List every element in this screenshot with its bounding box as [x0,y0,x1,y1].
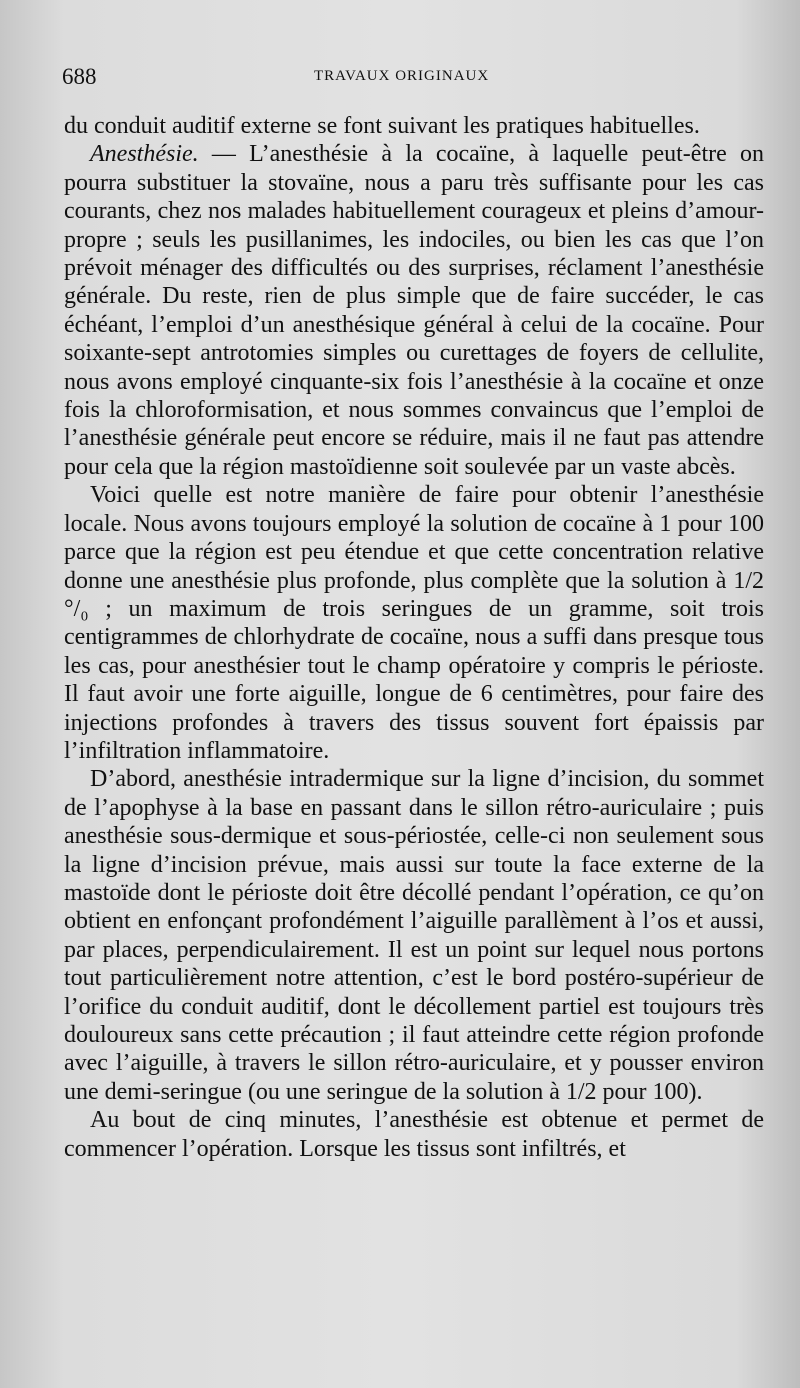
running-head [62,64,762,94]
paragraph-5: Au bout de cinq minutes, l’anesthésie est obtenue et permet de commencer l’opération. Lorsque les tissus sont infiltrés, et [64,1107,764,1162]
paragraph-4: D’abord, anesthésie intradermique sur la ligne d’incision, du sommet de l’apophyse à la base en passant dans le sillon rétro-auriculaire ; puis anesthésie sous-dermique et sous-périostée, celle-ci non seulement sous la ligne d’incision prévue, mais aussi sur toute la face externe de la mastoïde dont le périoste doit être décollé pendant l’opération, ce qu’on obtient en enfonçant profondément l’aiguille parallèment à l’os et aussi, par places, perpendiculairement. Il est un point sur lequel nous portons tout particulièrement notre attention, c’est le bord postéro-supérieur de l’orifice du conduit auditif, dont le décollement partiel est toujours très douloureux sans cette précaution ; il faut atteindre cette région profonde avec l’aiguille, à travers le sillon rétro-auriculaire, et y pousser environ une demi-seringue (ou une seringue de la solution à 1/2 pour 100). [64,766,764,1105]
page-number: 688 [62,64,97,89]
body-text [64,112,764,1163]
paragraph-2 [64,140,764,481]
paragraph-2-body: — L’anesthésie à la cocaïne, à laquelle peut-être on pourra substituer la stovaïne, nous a paru très suffisante pour les cas courants, chez nos malades habituellement courageux et pleins d’amour-propre ; seuls les pusillanimes, les indociles, ou bien les cas que l’on prévoit ménager des difficultés ou des surprises, réclament l’anesthésie générale. Du reste, rien de plus simple que de faire succéder, le cas échéant, l’emploi d’un anesthésique général à celui de la cocaïne. Pour soixante-sept antrotomies simples ou curettages de foyers de cellulite, nous avons employé cinquante-six fois l’anesthésie à la cocaïne et onze fois la chloroformisation, et nous sommes convaincus que l’emploi de l’anesthésie générale peut encore se réduire, mais il ne faut pas attendre pour cela que la région mastoïdienne soit soulevée par un vaste abcès. [64,141,764,480]
paragraph-3: Voici quelle est notre manière de faire pour obtenir l’anesthésie locale. Nous avons toujours employé la solution de cocaïne à 1 pour 100 parce que la région est peu étendue et que cette concentration relative donne une anesthésie plus profonde, plus complète que la solution à 1/2 °/₀ ; un maximum de trois seringues de un gramme, soit trois centigrammes de chlorhydrate de cocaïne, nous a suffi dans presque tous les cas, pour anesthésier tout le champ opératoire y compris le périoste. Il faut avoir une forte aiguille, longue de 6 centimètres, pour faire des injections profondes à travers des tissus souvent fort épaissis par l’infiltration inflammatoire. [64,482,764,764]
running-title: TRAVAUX ORIGINAUX [314,68,490,84]
paragraph-1: du conduit auditif externe se font suivant les pratiques habituelles. [64,113,700,139]
section-heading-anesthesie: Anesthésie. [90,141,199,168]
